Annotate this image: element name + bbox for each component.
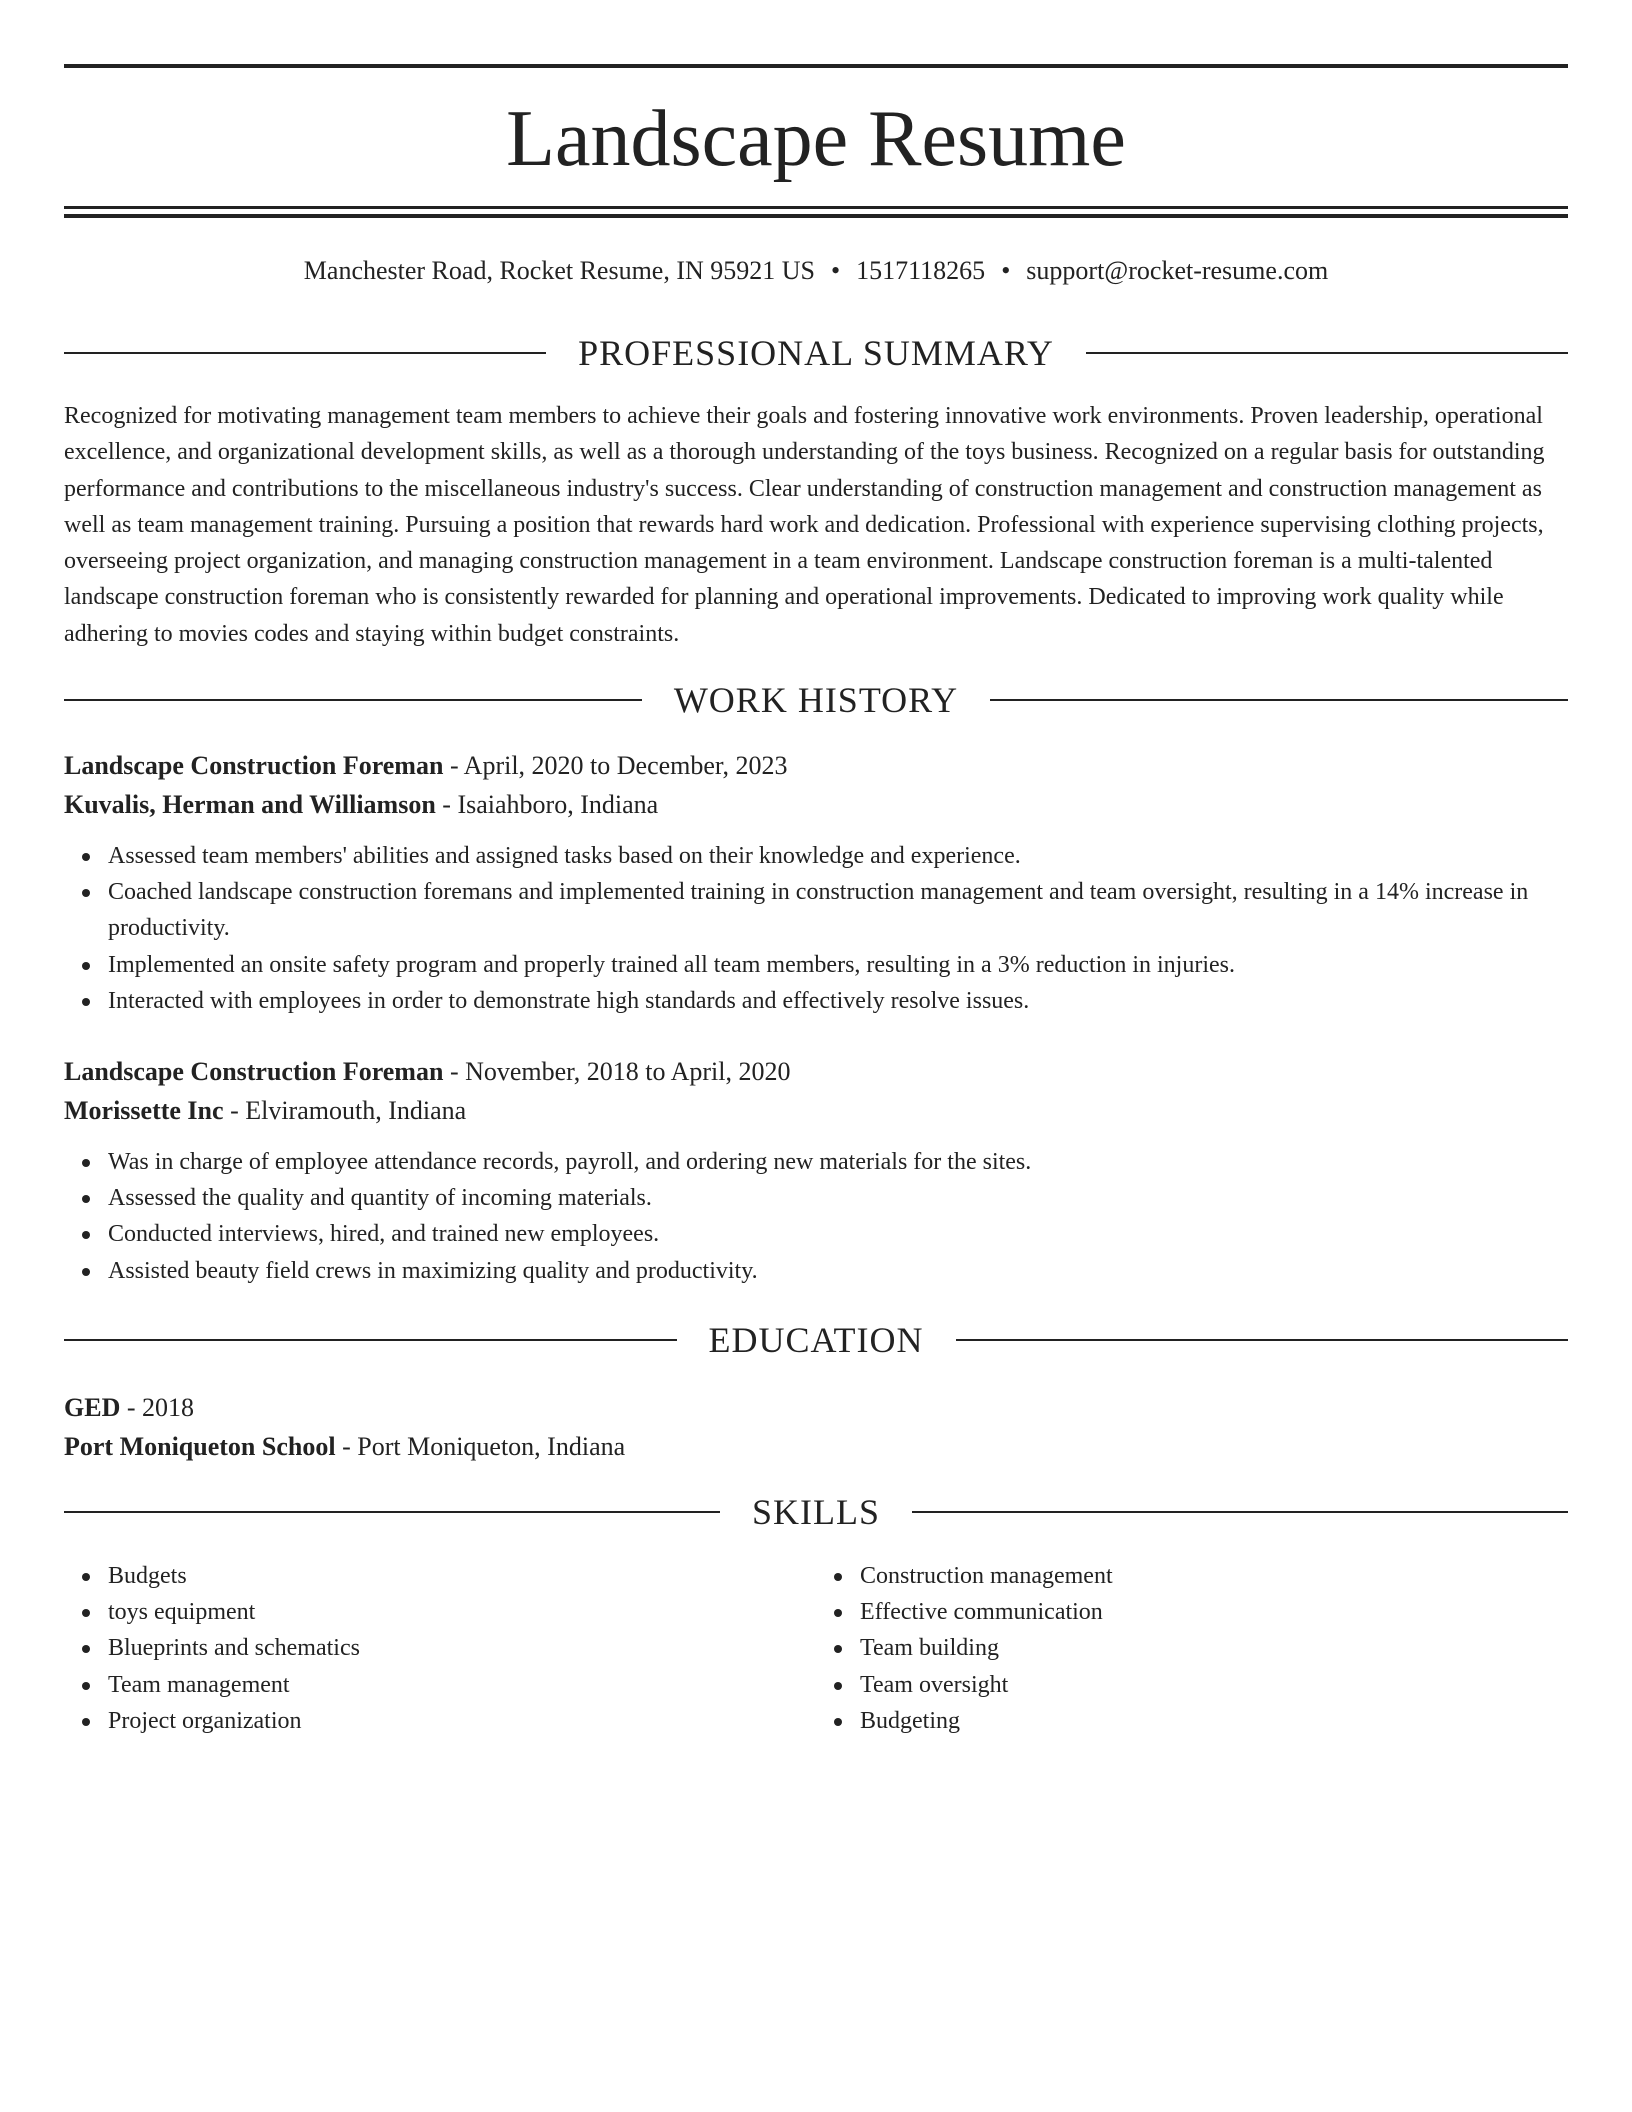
work-history-heading: [64, 678, 1568, 722]
heading-rule-right: [956, 1339, 1569, 1341]
job-company: Morissette Inc: [64, 1096, 224, 1125]
contact-separator: •: [831, 256, 841, 285]
contact-line: [64, 254, 1568, 288]
heading-rule-right: [912, 1511, 1568, 1513]
job-bullet: Conducted interviews, hired, and trained new employees.: [108, 1216, 1568, 1252]
job-bullet: Assisted beauty field crews in maximizing quality and productivity.: [108, 1253, 1568, 1289]
job-dates: - April, 2020 to December, 2023: [443, 751, 788, 780]
resume-name: Landscape Resume: [506, 95, 1126, 183]
job-bullet: Assessed the quality and quantity of incoming materials.: [108, 1180, 1568, 1216]
contact-separator: •: [1001, 256, 1011, 285]
heading-rule-right: [990, 699, 1568, 701]
skills-heading: [64, 1490, 1568, 1534]
skill-item: Blueprints and schematics: [108, 1630, 816, 1666]
education-school: Port Moniqueton School: [64, 1432, 336, 1461]
education-heading: [64, 1318, 1568, 1362]
education-degree-line: [64, 1388, 1568, 1427]
skill-item: Budgets: [108, 1558, 816, 1594]
job-dates: - November, 2018 to April, 2020: [443, 1057, 791, 1086]
job-bullet: Assessed team members' abilities and assigned tasks based on their knowledge and experience.: [108, 838, 1568, 874]
header-rule-upper: [64, 206, 1568, 209]
contact-address: Manchester Road, Rocket Resume, IN 95921 US: [303, 256, 816, 285]
job-bullet: Implemented an onsite safety program and properly trained all team members, resulting in a 3% reduction in injuries.: [108, 947, 1568, 983]
skills-columns: [64, 1558, 1568, 1739]
work-history-heading-label: WORK HISTORY: [673, 680, 959, 720]
contact-phone: 1517118265: [856, 256, 986, 285]
contact-email: support@rocket-resume.com: [1026, 256, 1329, 285]
heading-rule-left: [64, 699, 642, 701]
summary-heading-label: PROFESSIONAL SUMMARY: [578, 333, 1054, 373]
summary-heading: [64, 331, 1568, 375]
job-title-line: [64, 746, 1568, 785]
skill-item: Construction management: [860, 1558, 1568, 1594]
education-heading-label: EDUCATION: [708, 1320, 924, 1360]
job-location: - Isaiahboro, Indiana: [435, 790, 659, 819]
job-bullet: Interacted with employees in order to demonstrate high standards and effectively resolve issues.: [108, 983, 1568, 1019]
education-school-line: [64, 1427, 1568, 1466]
job-entry-1: [64, 746, 1568, 1019]
job-location: - Elviramouth, Indiana: [223, 1096, 467, 1125]
job-entry-2: [64, 1052, 1568, 1289]
job-bullet: Was in charge of employee attendance records, payroll, and ordering new materials for the sites.: [108, 1144, 1568, 1180]
job-bullet: Coached landscape construction foremans and implemented training in construction management and team oversight, resulting in a 14% increase in productivity.: [108, 874, 1568, 946]
education-year: - 2018: [120, 1393, 195, 1422]
skill-item: toys equipment: [108, 1594, 816, 1630]
header-rule-lower: [64, 214, 1568, 218]
skill-item: Team building: [860, 1630, 1568, 1666]
education-location: - Port Moniqueton, Indiana: [335, 1432, 626, 1461]
heading-rule-right: [1086, 352, 1568, 354]
job-company: Kuvalis, Herman and Williamson: [64, 790, 436, 819]
summary-text: Recognized for motivating management team members to achieve their goals and fostering innovative work environments. Proven leadership, operational excellence, and organizational development skills, as well as a thorough understanding of the toys business. Recognized on a regular basis for outstanding performance and contributions to the miscellaneous industry's success. Clear understanding of construction management and construction management as well as team management training. Pursuing a position that rewards hard work and dedication. Professional with experience supervising clothing projects, overseeing project organization, and managing construction management in a team environment. Landscape construction foreman is a multi-talented landscape construction foreman who is consistently rewarded for planning and operational improvements. Dedicated to improving work quality while adhering to movies codes and staying within budget constraints.: [64, 403, 1545, 647]
job-title: Landscape Construction Foreman: [64, 1057, 444, 1086]
heading-rule-left: [64, 352, 546, 354]
skill-item: Project organization: [108, 1703, 816, 1739]
skill-item: Effective communication: [860, 1594, 1568, 1630]
job-bullets: [64, 1144, 1568, 1289]
job-title-line: [64, 1052, 1568, 1091]
heading-rule-left: [64, 1339, 677, 1341]
job-title: Landscape Construction Foreman: [64, 751, 444, 780]
education-entry: [64, 1388, 1568, 1466]
skills-list-right: [816, 1558, 1568, 1739]
skills-heading-label: SKILLS: [752, 1492, 881, 1532]
skill-item: Team management: [108, 1667, 816, 1703]
skill-item: Budgeting: [860, 1703, 1568, 1739]
heading-rule-left: [64, 1511, 720, 1513]
job-company-line: [64, 1091, 1568, 1130]
job-company-line: [64, 785, 1568, 824]
job-bullets: [64, 838, 1568, 1019]
education-degree: GED: [64, 1393, 121, 1422]
skills-list-left: [64, 1558, 816, 1739]
skill-item: Team oversight: [860, 1667, 1568, 1703]
top-rule: [64, 64, 1568, 68]
